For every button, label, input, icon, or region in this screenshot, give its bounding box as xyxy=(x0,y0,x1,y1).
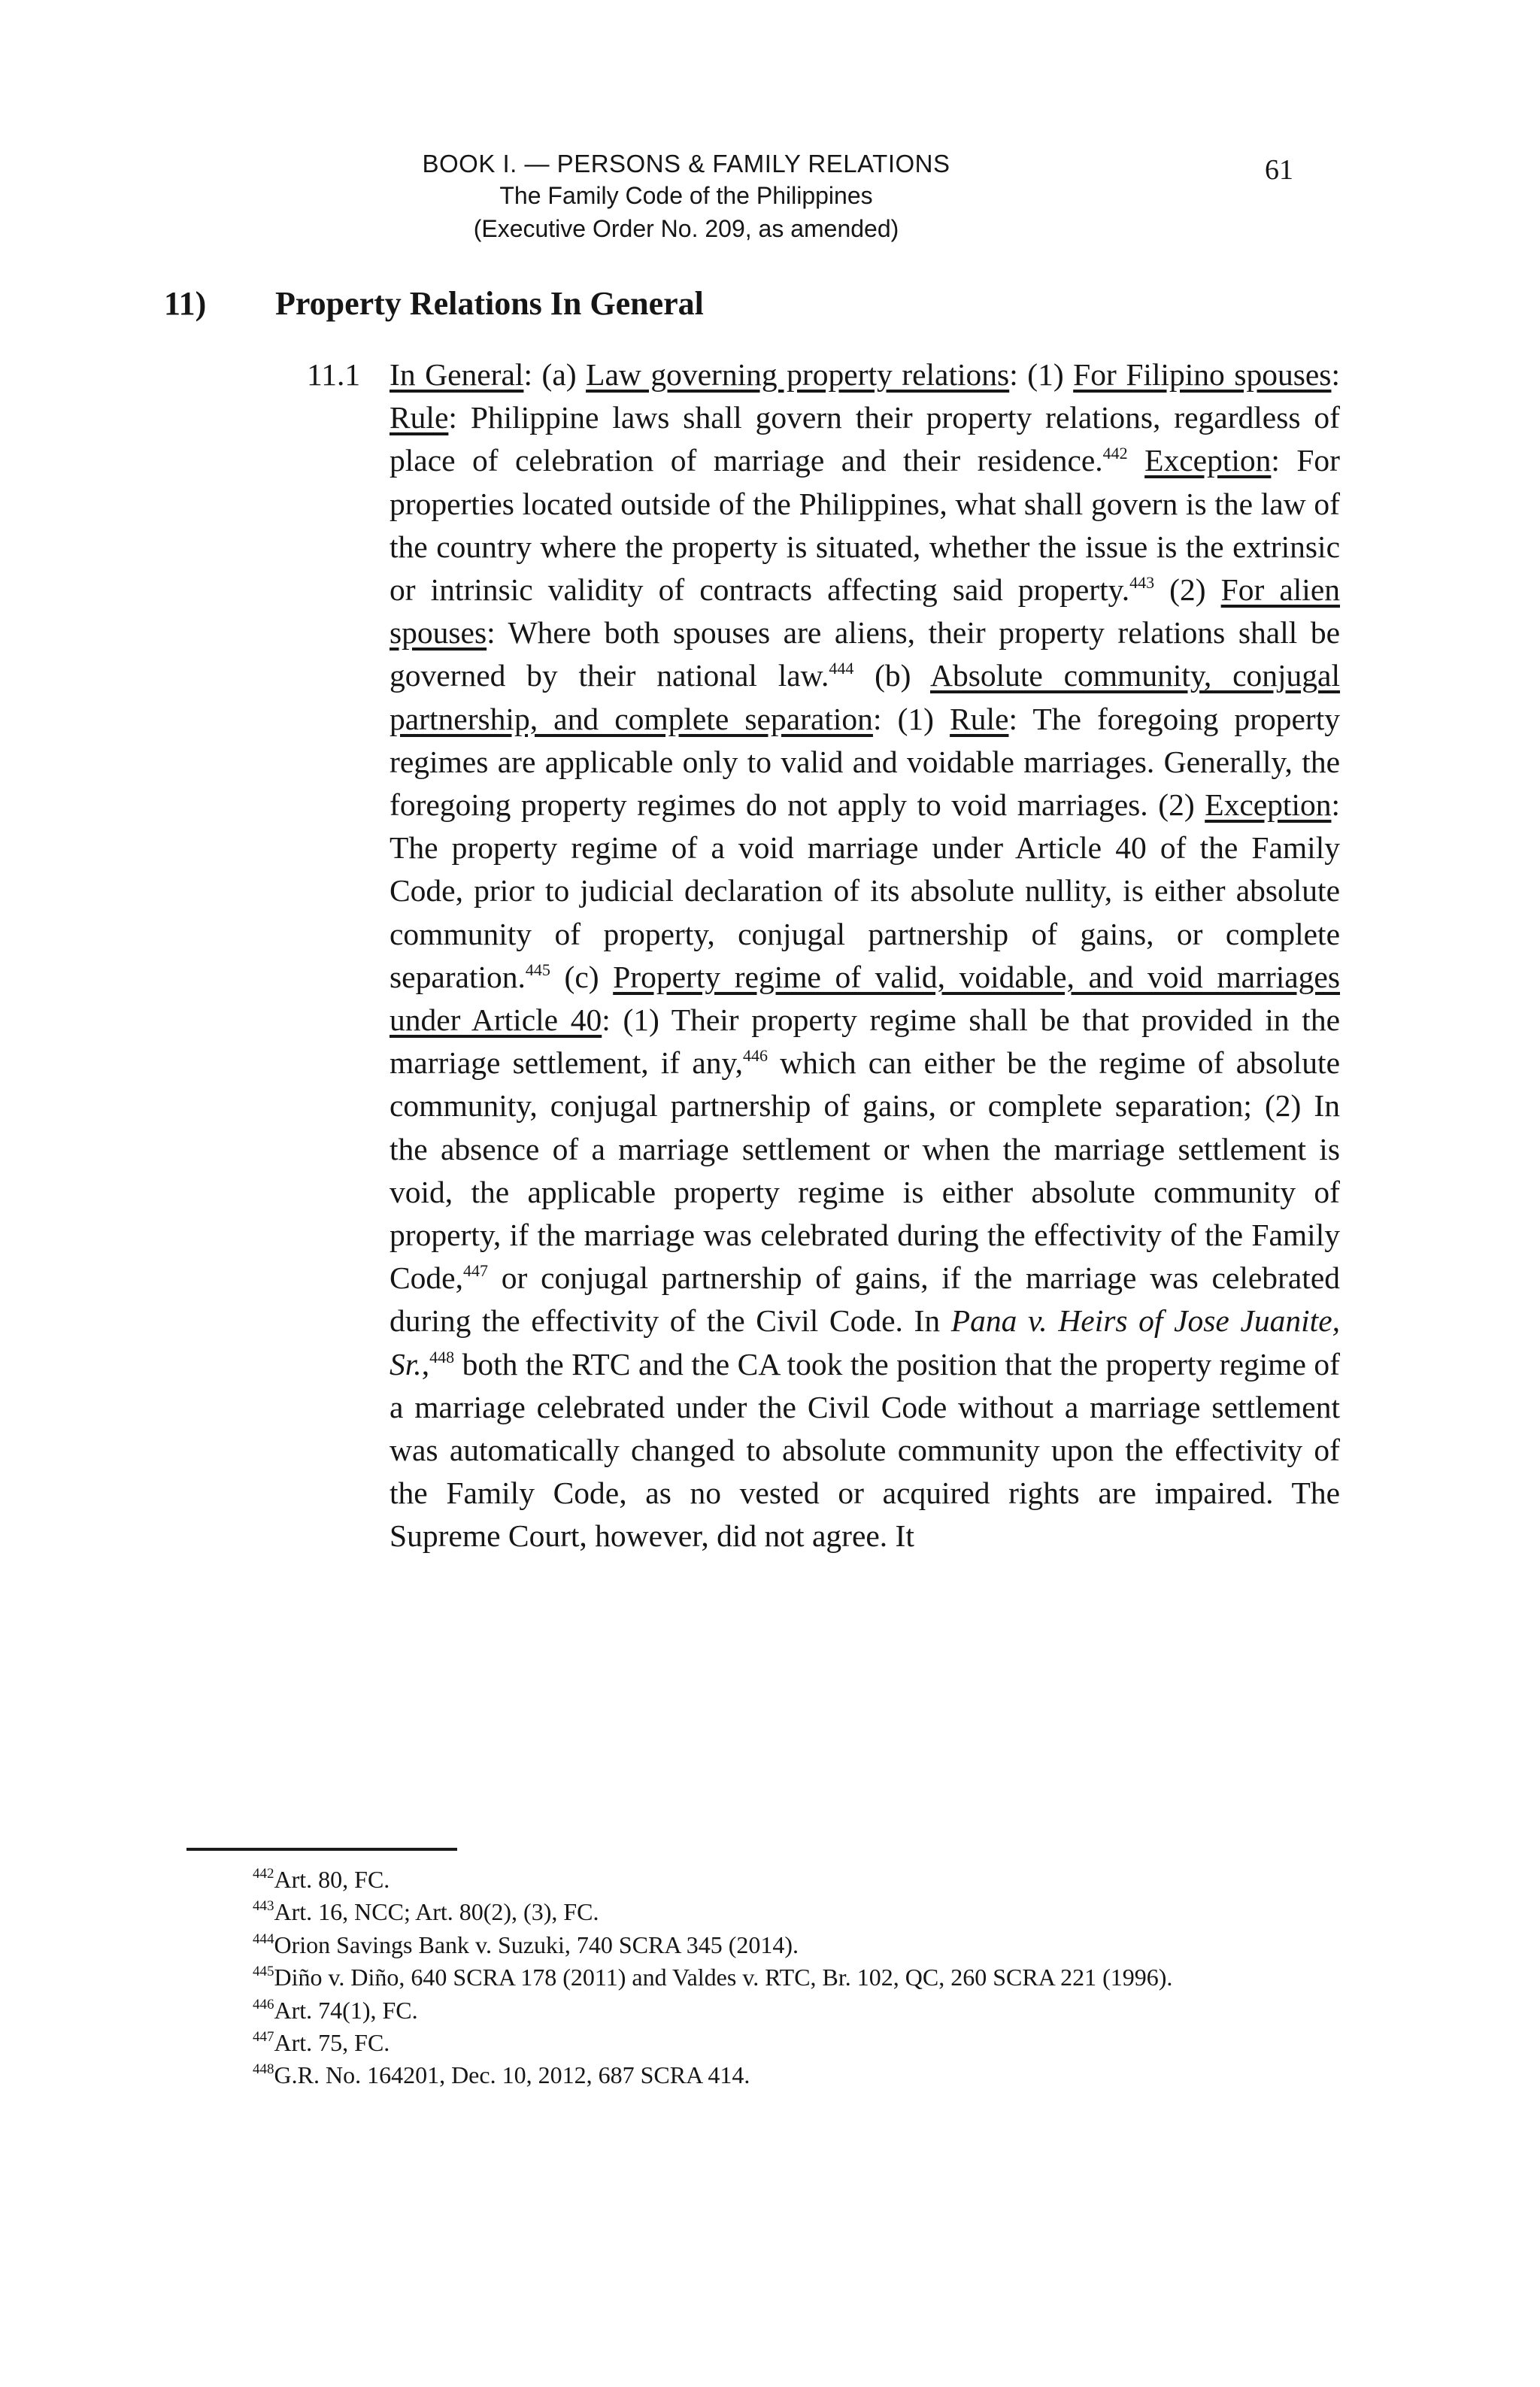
underlined-phrase: Property regime of valid, voidable, and void marriages under Article 40 xyxy=(390,959,1341,1038)
footnote-reference[interactable]: 442 xyxy=(1102,444,1128,463)
text-run: : Philippine laws shall govern their property relations, regardless of place of celebration of marriage and their residence. xyxy=(390,400,1340,478)
text-run: : The foregoing property regimes are applicable only to valid and voidable marriages. Generally, the foregoing property regimes do not apply to void marriages. (2) xyxy=(390,701,1341,823)
section-heading xyxy=(164,284,704,323)
footnote-text: Art. 74(1), FC. xyxy=(274,1996,418,2024)
underlined-phrase: Rule xyxy=(950,701,1009,736)
text-run: which can either be the regime of absolute community, conjugal partnership of gains, or complete separation; (2) In the absence of a marriage settlement or when the marriage settlement is void, the applicable property regime is either absolute community of property, if the marriage was celebrated during the effectivity of the Family Code, xyxy=(390,1045,1341,1296)
text-run: , xyxy=(421,1346,430,1382)
footnote-443 xyxy=(164,1896,1344,1928)
running-head-code-title: The Family Code of the Philippines xyxy=(499,182,873,209)
running-head-executive-order: (Executive Order No. 209, as amended) xyxy=(473,215,899,242)
footnote-mark: 447 xyxy=(253,2029,274,2046)
underlined-phrase: Law governing property relations xyxy=(586,357,1010,392)
footnote-text: G.R. No. 164201, Dec. 10, 2012, 687 SCRA 414. xyxy=(274,2061,750,2089)
footnote-text: Diño v. Diño, 640 SCRA 178 (2011) and Valdes v. RTC, Br. 102, QC, 260 SCRA 221 (1996). xyxy=(274,1964,1173,1991)
case-title: Pana v. Heirs of Jose Juanite, Sr. xyxy=(390,1303,1340,1382)
footnote-448 xyxy=(164,2059,1344,2091)
footnote-text: Art. 75, FC. xyxy=(274,2029,390,2057)
text-run: (c) xyxy=(550,959,614,994)
footnote-mark: 448 xyxy=(253,2061,274,2078)
footnote-mark: 446 xyxy=(253,1996,274,2012)
text-run: (b) xyxy=(853,658,930,693)
footnote-446 xyxy=(164,1994,1344,2027)
text-run: : (1) xyxy=(1009,357,1074,392)
footnote-divider xyxy=(186,1848,457,1851)
footnote-reference[interactable]: 443 xyxy=(1129,573,1155,593)
footnote-reference[interactable]: 444 xyxy=(829,659,854,678)
text-run: : (a) xyxy=(523,357,587,392)
paragraph-number: 11.1 xyxy=(307,357,361,392)
footnote-mark: 443 xyxy=(253,1898,274,1915)
footnote-mark: 445 xyxy=(253,1964,274,1980)
footnote-reference[interactable]: 447 xyxy=(462,1261,488,1281)
underlined-phrase: Rule xyxy=(390,400,449,435)
underlined-phrase: Absolute community, conjugal partnership, and complete separation xyxy=(390,658,1340,736)
text-run: : (1) xyxy=(872,701,950,736)
footnote-442 xyxy=(164,1864,1344,1896)
underlined-phrase: Exception xyxy=(1144,443,1272,478)
underlined-phrase: For Filipino spouses xyxy=(1073,357,1332,392)
footnote-reference[interactable]: 445 xyxy=(525,960,550,979)
underlined-phrase: Exception xyxy=(1205,787,1332,823)
section-number: 11) xyxy=(164,285,207,322)
footnote-reference[interactable]: 448 xyxy=(429,1347,455,1366)
footnote-text: Art. 16, NCC; Art. 80(2), (3), FC. xyxy=(274,1898,599,1926)
running-head xyxy=(297,149,1075,245)
footnote-444 xyxy=(164,1929,1344,1961)
text-run: : (1) Their property regime shall be that provided in the marriage settlement, if any, xyxy=(390,1002,1340,1081)
text-run: : xyxy=(1331,357,1340,392)
text-run: : For properties located outside of the Philippines, what shall govern is the law of the country where the property is situated, whether the issue is the extrinsic or intrinsic validity of contracts affecting said property. xyxy=(390,443,1341,608)
footnote-447 xyxy=(164,2027,1344,2059)
text-run: or conjugal partnership of gains, if the marriage was celebrated during the effectivity of the Civil Code. In xyxy=(390,1260,1340,1339)
footnote-text: Art. 80, FC. xyxy=(274,1866,390,1893)
text-run: (2) xyxy=(1154,572,1221,608)
section-title: Property Relations In General xyxy=(275,285,704,322)
running-head-book-title: BOOK I. — PERSONS & FAMILY RELATIONS xyxy=(422,150,950,177)
underlined-phrase: In General xyxy=(390,357,524,392)
paragraph-11-1 xyxy=(307,353,1341,1558)
footnote-mark: 442 xyxy=(253,1866,274,1882)
page-number: 61 xyxy=(1265,154,1293,186)
footnote-445 xyxy=(164,1961,1344,1994)
footnote-text: Orion Savings Bank v. Suzuki, 740 SCRA 345 (2014). xyxy=(274,1931,799,1958)
text-run xyxy=(1128,443,1144,478)
text-run: both the RTC and the CA took the position that the property regime of a marriage celebrated under the Civil Code without a marriage settlement was automatically changed to absolute community upon the effectivity of the Family Code, as no vested or acquired rights are impaired. The Supreme Court, however, did not agree. It xyxy=(390,1346,1340,1554)
footnotes xyxy=(164,1864,1344,2092)
text-run: : The property regime of a void marriage under Article 40 of the Family Code, prior to judicial declaration of its absolute nullity, is either absolute community of property, conjugal partnership of gains, or complete separation. xyxy=(390,787,1340,994)
text-run: : Where both spouses are aliens, their property relations shall be governed by their national law. xyxy=(390,615,1340,693)
footnote-mark: 444 xyxy=(253,1931,274,1947)
underlined-phrase: For alien spouses xyxy=(390,572,1340,651)
paragraph-text xyxy=(390,357,1340,1553)
footnote-reference[interactable]: 446 xyxy=(742,1046,768,1066)
